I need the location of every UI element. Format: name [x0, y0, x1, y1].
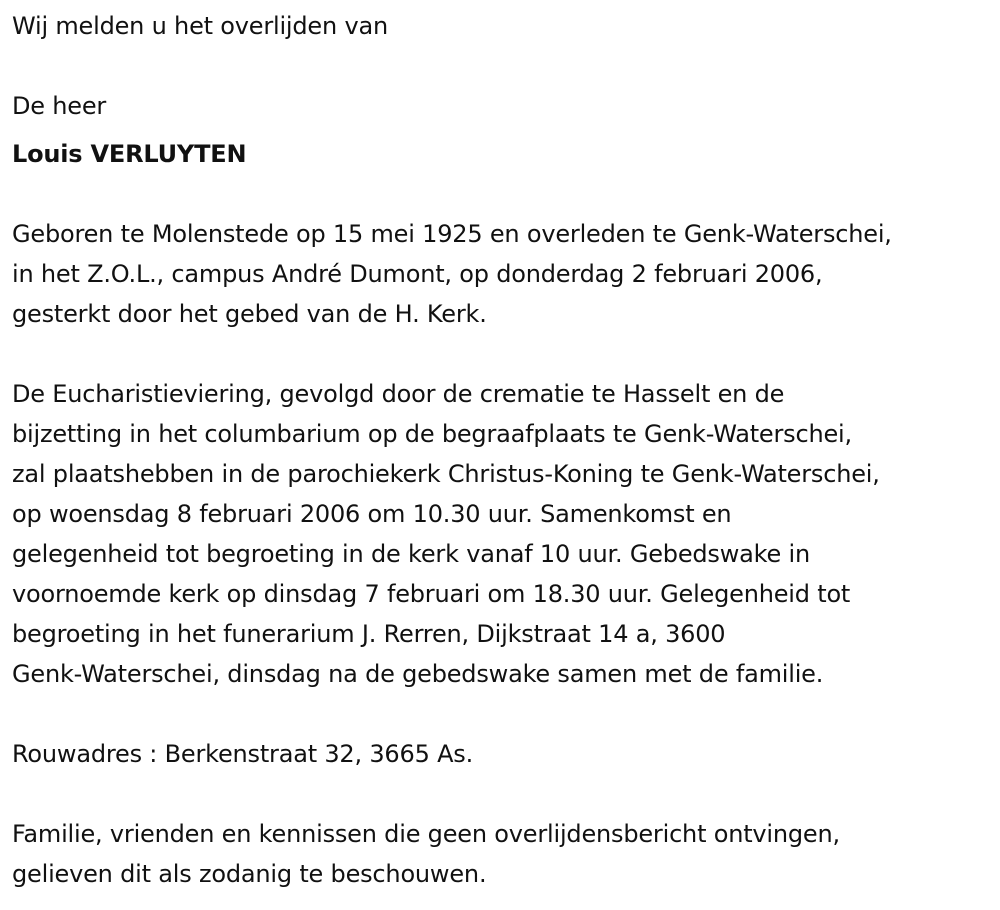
- ceremony-line-5: gelegenheid tot begroeting in de kerk vanaf 10 uur. Gebedswake in: [12, 540, 810, 568]
- honorific: De heer: [12, 92, 107, 120]
- intro-text: Wij melden u het overlijden van: [12, 12, 388, 40]
- ceremony-line-3: zal plaatshebben in de parochiekerk Christus-Koning te Genk-Waterschei,: [12, 460, 880, 488]
- closing-line-2: gelieven dit als zodanig te beschouwen.: [12, 860, 487, 888]
- mourning-address: Rouwadres : Berkenstraat 32, 3665 As.: [12, 740, 474, 768]
- ceremony-line-1: De Eucharistieviering, gevolgd door de crematie te Hasselt en de: [12, 380, 785, 408]
- ceremony-line-8: Genk-Waterschei, dinsdag na de gebedswake samen met de familie.: [12, 660, 824, 688]
- ceremony-line-6: voornoemde kerk op dinsdag 7 februari om 18.30 uur. Gelegenheid tot: [12, 580, 851, 608]
- ceremony-line-7: begroeting in het funerarium J. Rerren, Dijkstraat 14 a, 3600: [12, 620, 726, 648]
- ceremony-line-2: bijzetting in het columbarium op de begraafplaats te Genk-Waterschei,: [12, 420, 852, 448]
- ceremony-line-4: op woensdag 8 februari 2006 om 10.30 uur. Samenkomst en: [12, 500, 732, 528]
- birth-death-line-1: Geboren te Molenstede op 15 mei 1925 en overleden te Genk-Waterschei,: [12, 220, 892, 248]
- birth-death-line-2: in het Z.O.L., campus André Dumont, op donderdag 2 februari 2006,: [12, 260, 823, 288]
- deceased-name: Louis VERLUYTEN: [12, 140, 247, 168]
- closing-line-1: Familie, vrienden en kennissen die geen overlijdensbericht ontvingen,: [12, 820, 840, 848]
- birth-death-line-3: gesterkt door het gebed van de H. Kerk.: [12, 300, 487, 328]
